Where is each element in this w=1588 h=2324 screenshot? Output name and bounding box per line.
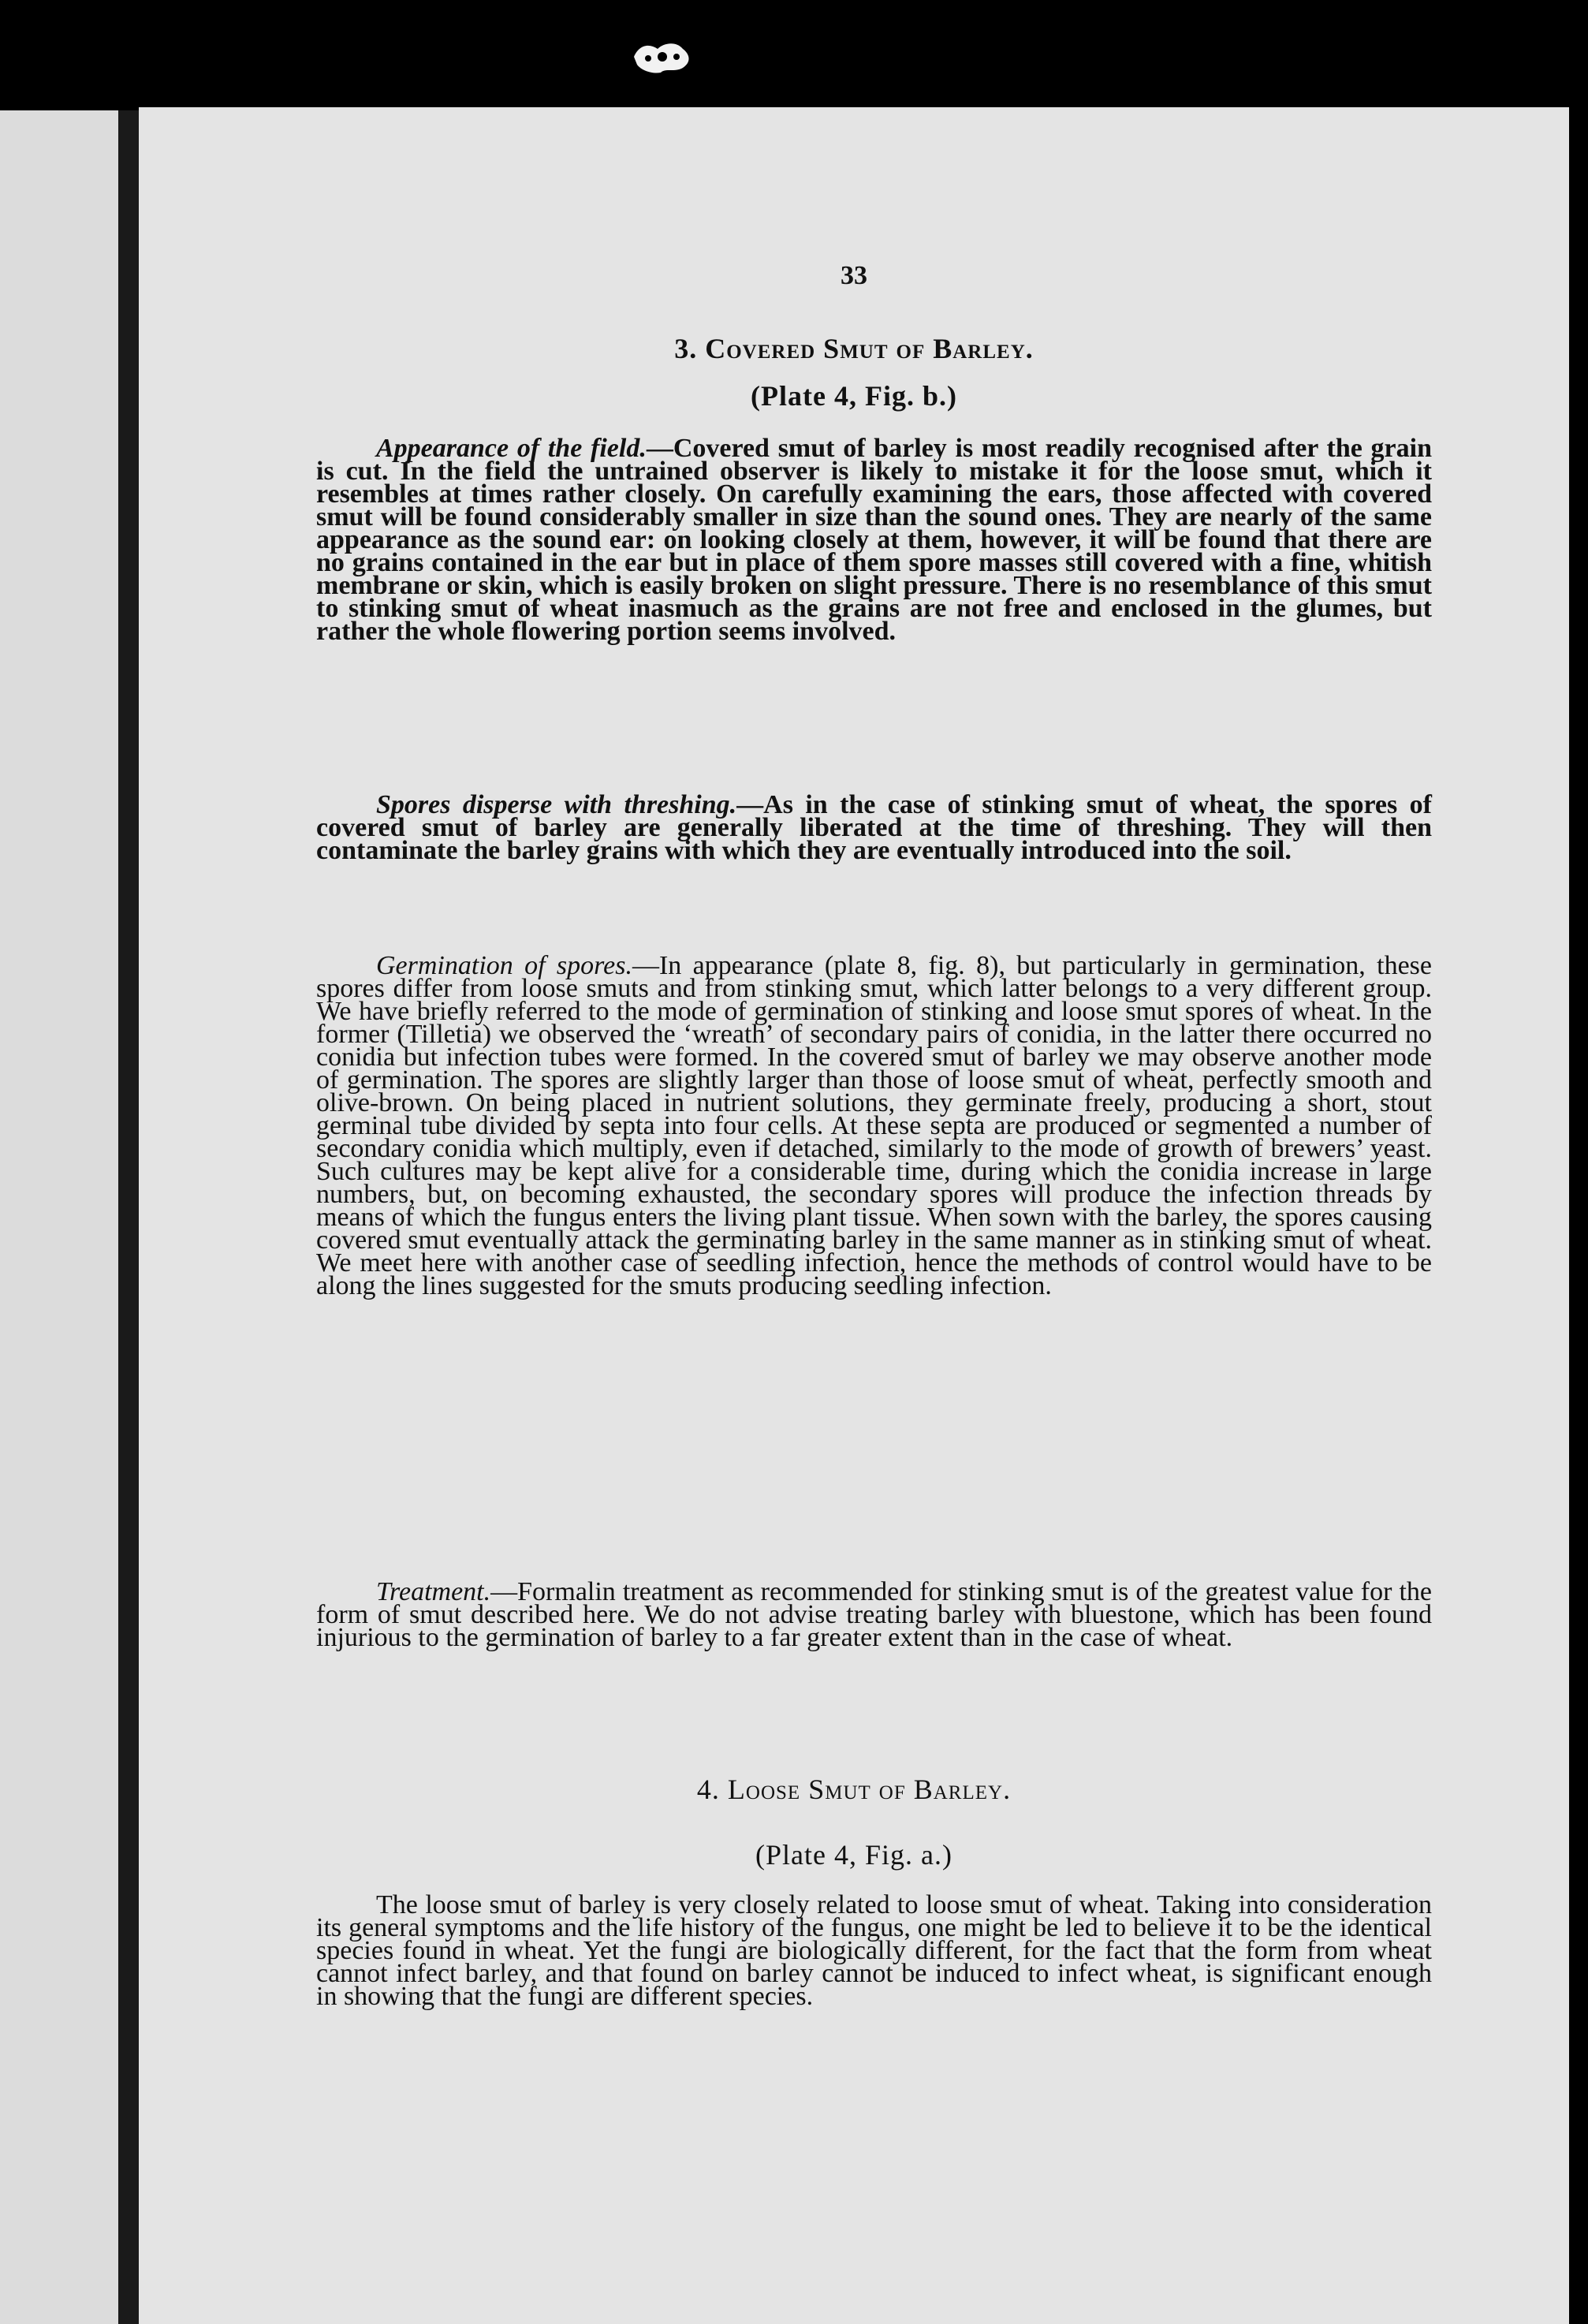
paragraph-text: —In appearance (plate 8, fig. 8), but particularly in germination, these spores differ from loose smuts and from stinking smut, which latter belongs to a very different group. We have briefly referred to the mode of germination of stinking and loose smut spores of wheat. In the former (Tilletia) we observed the ‘wreath’ of secondary pairs of conidia, in the latter there occurred no conidia but infection tubes were formed. In the covered smut of barley we may observe another mode of germination. The spores are slightly larger than those of loose smut of wheat, perfectly smooth and olive-brown. On being placed in nutrient solutions, they germinate freely, producing a short, stout germinal tube divided by septa into four cells. At these septa are produced or segmented a number of secondary conidia which multiply, even if detached, similarly to the mode of growth of brewers’ yeast. Such cultures may be kept alive for a considerable time, during which the conidia increase in large numbers, but, on becoming exhausted, the secondary spores will produce the infection threads by means of which the fungus enters the living plant tissue. When sown with the barley, the spores causing covered smut eventually attack the germinating barley in the same manner as in stinking smut of wheat. We meet here with another case of seedling infection, hence the methods of control would have to be along the lines suggested for the smuts producing seedling infection. [316, 951, 1432, 1300]
paragraph-heading: Germination of spores. [376, 951, 632, 980]
paragraph-text: The loose smut of barley is very closely related to loose smut of wheat. Taking into consideration its general symptoms and the life history of the fungus, one might be led to believe it to be the identical species found in wheat. Yet the fungi are biologically different, for the fact that the form from wheat cannot infect barley, and that found on barley cannot be induced to infect wheat, is significant enough in showing that the fungi are different species. [316, 1890, 1432, 2011]
section-3-paragraph-spores [316, 790, 1432, 865]
paragraph-heading: Spores disperse with threshing. [376, 790, 737, 819]
section-4-paragraph-intro [316, 1890, 1432, 2011]
section-3-title: 3. Covered Smut of Barley. [674, 333, 1034, 364]
previous-page-edge [0, 110, 120, 2324]
section-4-plate-ref: (Plate 4, Fig. a.) [755, 1839, 952, 1871]
paragraph-heading: Appearance of the field. [376, 434, 647, 463]
page-number: 33 [841, 261, 867, 290]
paragraph-heading: Treatment. [376, 1577, 491, 1606]
page-gutter [118, 110, 139, 2324]
paragraph-text: —As in the case of stinking smut of wheat, the spores of covered smut of barley are generally liberated at the time of threshing. They will then contaminate the barley grains with which they are eventually introduced into the soil. [316, 790, 1432, 865]
section-3-plate-ref: (Plate 4, Fig. b.) [751, 380, 957, 412]
paragraph-text: —Formalin treatment as recommended for stinking smut is of the greatest value for the form of smut described here. We do not advise treating barley with bluestone, which has been found injurious to the germination of barley to a far greater extent than in the case of wheat. [316, 1577, 1432, 1652]
paragraph-text: —Covered smut of barley is most readily recognised after the grain is cut. In the field the untrained observer is likely to mistake it for the loose smut, which it resembles at times rather closely. On carefully examining the ears, those affected with covered smut will be found considerably smaller in size than the sound ones. They are nearly of the same appearance as the sound ear: on looking closely at them, however, it will be found that there are no grains contained in the ear but in place of them spore masses still covered with a fine, whitish membrane or skin, which is easily broken on slight pressure. There is no resemblance of this smut to stinking smut of wheat inasmuch as the grains are not free and enclosed in the glumes, but rather the whole flowering portion seems involved. [316, 434, 1432, 646]
film-registration-mark [631, 39, 694, 75]
document-page [139, 107, 1569, 2324]
section-3-paragraph-germination [316, 951, 1432, 1300]
section-3-paragraph-treatment [316, 1577, 1432, 1652]
section-4-title: 4. Loose Smut of Barley. [696, 1774, 1012, 1805]
section-3-paragraph-appearance [316, 434, 1432, 646]
